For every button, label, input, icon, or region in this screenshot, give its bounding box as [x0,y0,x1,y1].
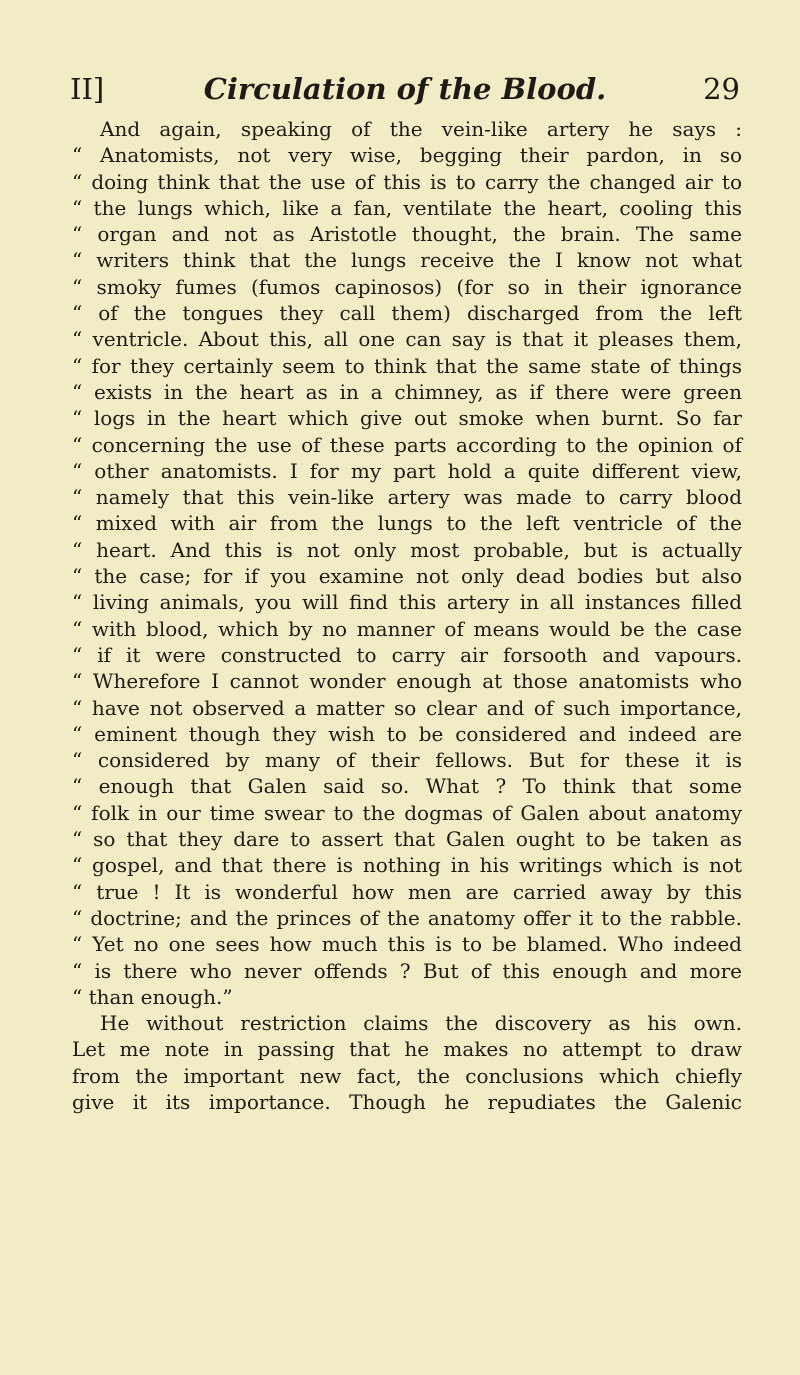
text-line: “ other anatomists. I for my part hold a quite different view, [72,458,742,483]
chapter-number: II] [70,72,105,106]
text-line: “ writers think that the lungs receive the I know not what [72,248,742,273]
text-line: “ Anatomists, not very wise, begging their pardon, in so [72,143,742,168]
body-text [72,116,742,1115]
page-number: 29 [703,72,740,106]
text-line: “ the lungs which, like a fan, ventilate the heart, cooling this [72,195,742,220]
text-line: “ with blood, which by no manner of means would be the case [72,616,742,641]
running-head [70,72,740,112]
text-line: “ mixed with air from the lungs to the left ventricle of the [72,511,742,536]
text-line: “ organ and not as Aristotle thought, the brain. The same [72,222,742,247]
text-line: “ doctrine; and the princes of the anatomy offer it to the rabble. [72,905,742,930]
text-line: Let me note in passing that he makes no attempt to draw [72,1037,742,1062]
text-line: “ than enough.” [72,984,233,1009]
text-line: “ considered by many of their fellows. But for these it is [72,748,742,773]
text-line: “ the case; for if you examine not only dead bodies but also [72,564,742,589]
text-line: “ so that they dare to assert that Galen ought to be taken as [72,827,742,852]
text-line: “ eminent though they wish to be considered and indeed are [72,721,742,746]
text-line: “ gospel, and that there is nothing in his writings which is not [72,853,742,878]
text-line: “ is there who never offends ? But of this enough and more [72,958,742,983]
text-line: “ exists in the heart as in a chimney, as if there were green [72,379,742,404]
text-line: He without restriction claims the discovery as his own. [100,1011,742,1036]
text-line: give it its importance. Though he repudiates the Galenic [72,1089,742,1114]
text-line: And again, speaking of the vein-like artery he says : [100,117,742,141]
text-line: “ Wherefore I cannot wonder enough at those anatomists who [72,669,742,694]
text-line: “ logs in the heart which give out smoke when burnt. So far [72,406,742,431]
text-line: “ namely that this vein-like artery was made to carry blood [72,485,742,510]
text-line: “ true ! It is wonderful how men are carried away by this [72,879,742,904]
text-line: “ for they certainly seem to think that the same state of things [72,353,742,378]
text-line: from the important new fact, the conclusions which chiefly [72,1063,742,1088]
text-line: “ Yet no one sees how much this is to be blamed. Who indeed [72,932,742,957]
text-line: “ smoky fumes (fumos capinosos) (for so in their ignorance [72,274,742,299]
text-line: “ of the tongues they call them) discharged from the left [72,301,742,326]
text-line: “ heart. And this is not only most probable, but is actually [72,537,742,562]
text-line: “ if it were constructed to carry air forsooth and vapours. [72,642,742,667]
text-line: “ doing think that the use of this is to carry the changed air to [72,169,742,194]
text-line: “ folk in our time swear to the dogmas of Galen about anatomy [72,800,742,825]
text-line: “ enough that Galen said so. What ? To think that some [72,774,742,799]
text-line: “ concerning the use of these parts according to the opinion of [72,432,742,457]
text-line: “ ventricle. About this, all one can say is that it pleases them, [72,327,742,352]
running-title: Circulation of the Blood. [203,72,607,106]
text-line: “ living animals, you will find this artery in all instances filled [72,590,742,615]
text-line: “ have not observed a matter so clear and of such importance, [72,695,742,720]
